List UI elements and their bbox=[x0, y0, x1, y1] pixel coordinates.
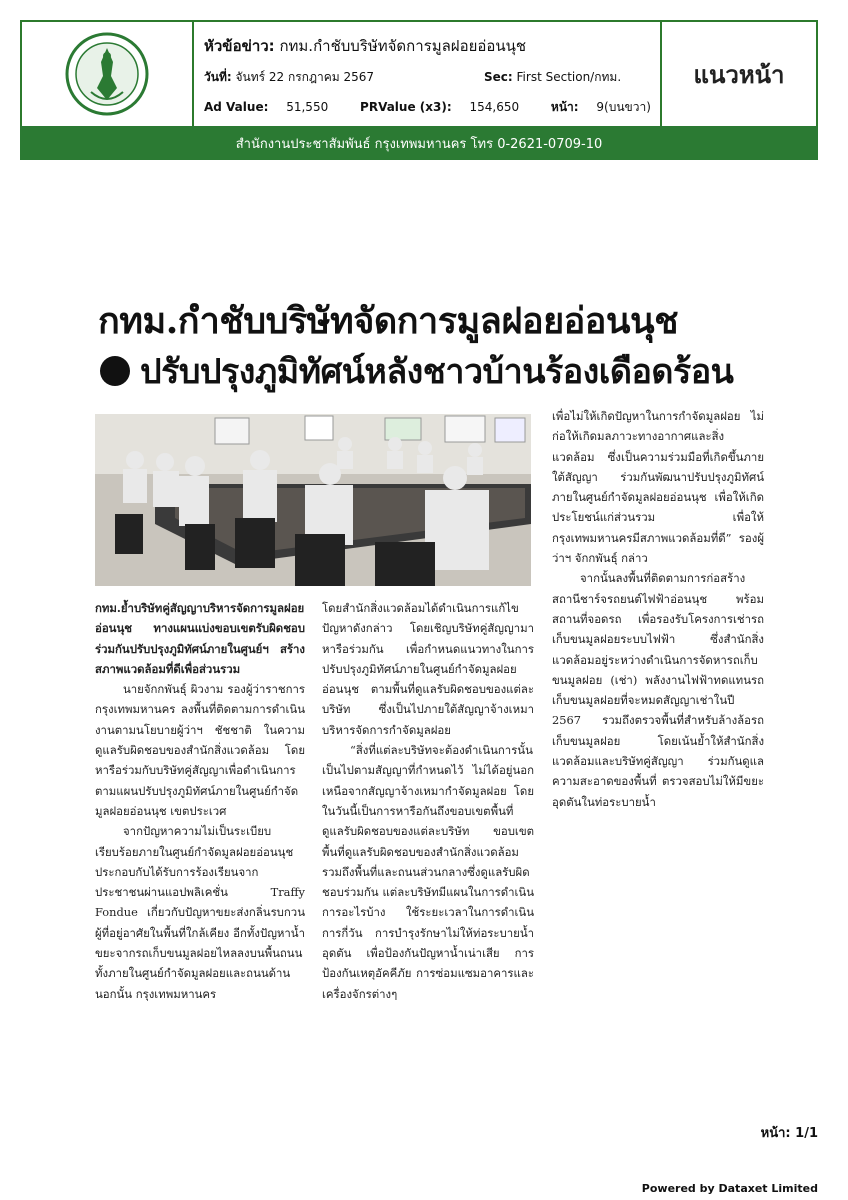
article-subtitle-row bbox=[100, 344, 766, 398]
ad-value-label: Ad Value: bbox=[204, 100, 269, 114]
ad-value: 51,550 bbox=[286, 100, 329, 114]
pr-value: 154,650 bbox=[469, 100, 520, 114]
page-counter-value: 1/1 bbox=[795, 1126, 818, 1141]
meeting-photo-image bbox=[95, 414, 531, 586]
bullet-icon bbox=[100, 356, 130, 386]
article-paragraph: จากปัญหาความไม่เป็นระเบียบเรียบร้อยภายในศูนย์กำจัดมูลฝอยอ่อนนุช ประกอบกับได้รับการร้องเรียนจากประชาชนผ่านแอปพลิเคชั่น Traffy Fondue เกี่ยวกับปัญหาขยะส่งกลิ่นรบกวนผู้ที่อยู่อาศัยในพื้นที่ใกล้เคียง อีกทั้งปัญหาน้ำขยะจากรถเก็บขนมูลฝอยไหลลงบนพื้นถนนทั้งภายในศูนย์กำจัดมูลฝอยและถนนด้านนอกนั้น กรุงเทพมหานคร bbox=[95, 824, 305, 1001]
page-label: หน้า: bbox=[550, 100, 579, 114]
article-paragraph: นายจักกพันธุ์ ผิวงาม รองผู้ว่าราชการกรุงเทพมหานคร ลงพื้นที่ติดตามการดำเนินงานตามนโยบายผู้ว่าฯ ชัชชาติ ในความดูแลรับผิดชอบของสำนักสิ่งแวดล้อม โดยหารือร่วมกับบริษัทคู่สัญญาเพื่อดำเนินการตามแผนปรับปรุงภูมิทัศน์ภายในศูนย์กำจัดมูลฝอยอ่อนนุช เขตประเวศ bbox=[95, 682, 305, 818]
office-bar: สำนักงานประชาสัมพันธ์ กรุงเทพมหานคร โทร 0-2621-0709-10 bbox=[20, 126, 818, 160]
page-counter-label: หน้า: bbox=[760, 1126, 791, 1141]
article-lead: กทม.ย้ำบริษัทคู่สัญญาบริหารจัดการมูลฝอยอ่อนนุช ทางแผนแบ่งขอบเขตรับผิดชอบ ร่วมกันปรับปรุงภูมิทัศน์ภายในศูนย์ฯ สร้างสภาพแวดล้อมที่ดีเพื่อส่วนรวม bbox=[95, 601, 305, 676]
article-quote: “สิ่งที่แต่ละบริษัทจะต้องดำเนินการนั้น เป็นไปตามสัญญาที่กำหนดไว้ ไม่ได้อยู่นอกเหนือจากสัญญาจ้างเหมากำจัดมูลฝอย โดยในวันนี้เป็นการหารือกันถึงขอบเขตพื้นที่ดูแลรับผิดชอบของแต่ละบริษัท ขอบเขตพื้นที่ดูแลรับผิดชอบของสำนักสิ่งแวดล้อม รวมถึงพื้นที่และถนนส่วนกลางซึ่งดูแลรับผิดชอบร่วมกัน แต่ละบริษัทมีแผนในการดำเนินการอะไรบ้าง ใช้ระยะเวลาในการดำเนินการกี่วัน การบำรุงรักษาไม่ให้ท่อระบายน้ำอุดตัน เพื่อป้องกันปัญหาน้ำเน่าเสีย การป้องกันเหตุอัคคีภัย การซ่อมแซมอาคารและเครื่องจักรต่างๆ bbox=[322, 743, 534, 1001]
article-column-3 bbox=[552, 406, 764, 812]
article-paragraph: โดยสำนักสิ่งแวดล้อมได้ดำเนินการแก้ไขปัญหาดังกล่าว โดยเชิญบริษัทคู่สัญญามาหารือร่วมกัน เพื่อกำหนดแนวทางในการปรับปรุงภูมิทัศน์ภายในศูนย์กำจัดมูลฝอยอ่อนนุช ตามพื้นที่ดูแลรับผิดชอบของแต่ละบริษัท ซึ่งเป็นไปภายใต้สัญญาจ้างเหมาบริหารจัดการกำจัดมูลฝอย bbox=[322, 601, 534, 737]
headline-text: กทม.กำชับบริษัทจัดการมูลฝอยอ่อนนุช bbox=[279, 37, 527, 55]
article-column-1 bbox=[95, 598, 305, 1004]
headline-label: หัวข้อข่าว: bbox=[204, 37, 275, 55]
pr-value-label: PRValue (x3): bbox=[360, 100, 452, 114]
date-row bbox=[204, 68, 374, 87]
clipping-header bbox=[20, 20, 818, 128]
value-row bbox=[204, 98, 679, 117]
meeting-photo bbox=[95, 414, 531, 586]
article-paragraph: จากนั้นลงพื้นที่ติดตามการก่อสร้างสถานีชาร์จรถยนต์ไฟฟ้าอ่อนนุช พร้อมสถานที่จอดรถ เพื่อรองรับโครงการเช่ารถเก็บขนมูลฝอยระบบไฟฟ้า ซึ่งสำนักสิ่งแวดล้อมอยู่ระหว่างดำเนินการจัดหารถเก็บขนมูลฝอย (เช่า) พลังงานไฟฟ้าทดแทนรถเก็บขนมูลฝอยที่จะหมดสัญญาเช่าในปี 2567 รวมถึงตรวจพื้นที่สำหรับล้างล้อรถเก็บขนมูลฝอย โดยเน้นย้ำให้สำนักสิ่งแวดล้อมและบริษัทคู่สัญญา ร่วมกันดูแลความสะอาดของพื้นที่ ตรวจสอบไม่ให้มีขยะอุดตันในท่อระบายน้ำ bbox=[552, 571, 764, 809]
section-row bbox=[484, 68, 621, 87]
powered-by: Powered by Dataxet Limited bbox=[641, 1182, 818, 1195]
newspaper-name: แนวหน้า bbox=[693, 60, 785, 89]
section-label: Sec: bbox=[484, 70, 513, 84]
article-paragraph: เพื่อไม่ให้เกิดปัญหาในการกำจัดมูลฝอย ไม่ก่อให้เกิดมลภาวะทางอากาศและสิ่งแวดล้อม ซึ่งเป็นความร่วมมือที่เกิดขึ้นภายใต้สัญญา ร่วมกันพัฒนาปรับปรุงภูมิทัศน์ภายในศูนย์กำจัดมูลฝอยอ่อนนุช เพื่อให้เกิดประโยชน์แก่ส่วนรวม เพื่อให้กรุงเทพมหานครมีสภาพแวดล้อมที่ดี” รองผู้ว่าฯ จักกพันธุ์ กล่าว bbox=[552, 409, 764, 566]
bma-seal-icon bbox=[65, 32, 149, 116]
article-subtitle: ปรับปรุงภูมิทัศน์หลังชาวบ้านร้องเดือดร้อน bbox=[140, 352, 734, 392]
headline-row bbox=[204, 34, 526, 58]
section-value: First Section/กทม. bbox=[516, 70, 622, 84]
page-value: 9(บนขวา) bbox=[596, 100, 651, 114]
date-label: วันที่: bbox=[204, 70, 232, 84]
page-counter bbox=[761, 1122, 818, 1143]
article-column-2 bbox=[322, 598, 534, 1004]
date-value: จันทร์ 22 กรกฎาคม 2567 bbox=[235, 70, 375, 84]
clipping-info bbox=[194, 22, 662, 126]
article-title: กทม.กำชับบริษัทจัดการมูลฝอยอ่อนนุช bbox=[98, 300, 679, 342]
bma-logo-cell bbox=[22, 22, 194, 126]
